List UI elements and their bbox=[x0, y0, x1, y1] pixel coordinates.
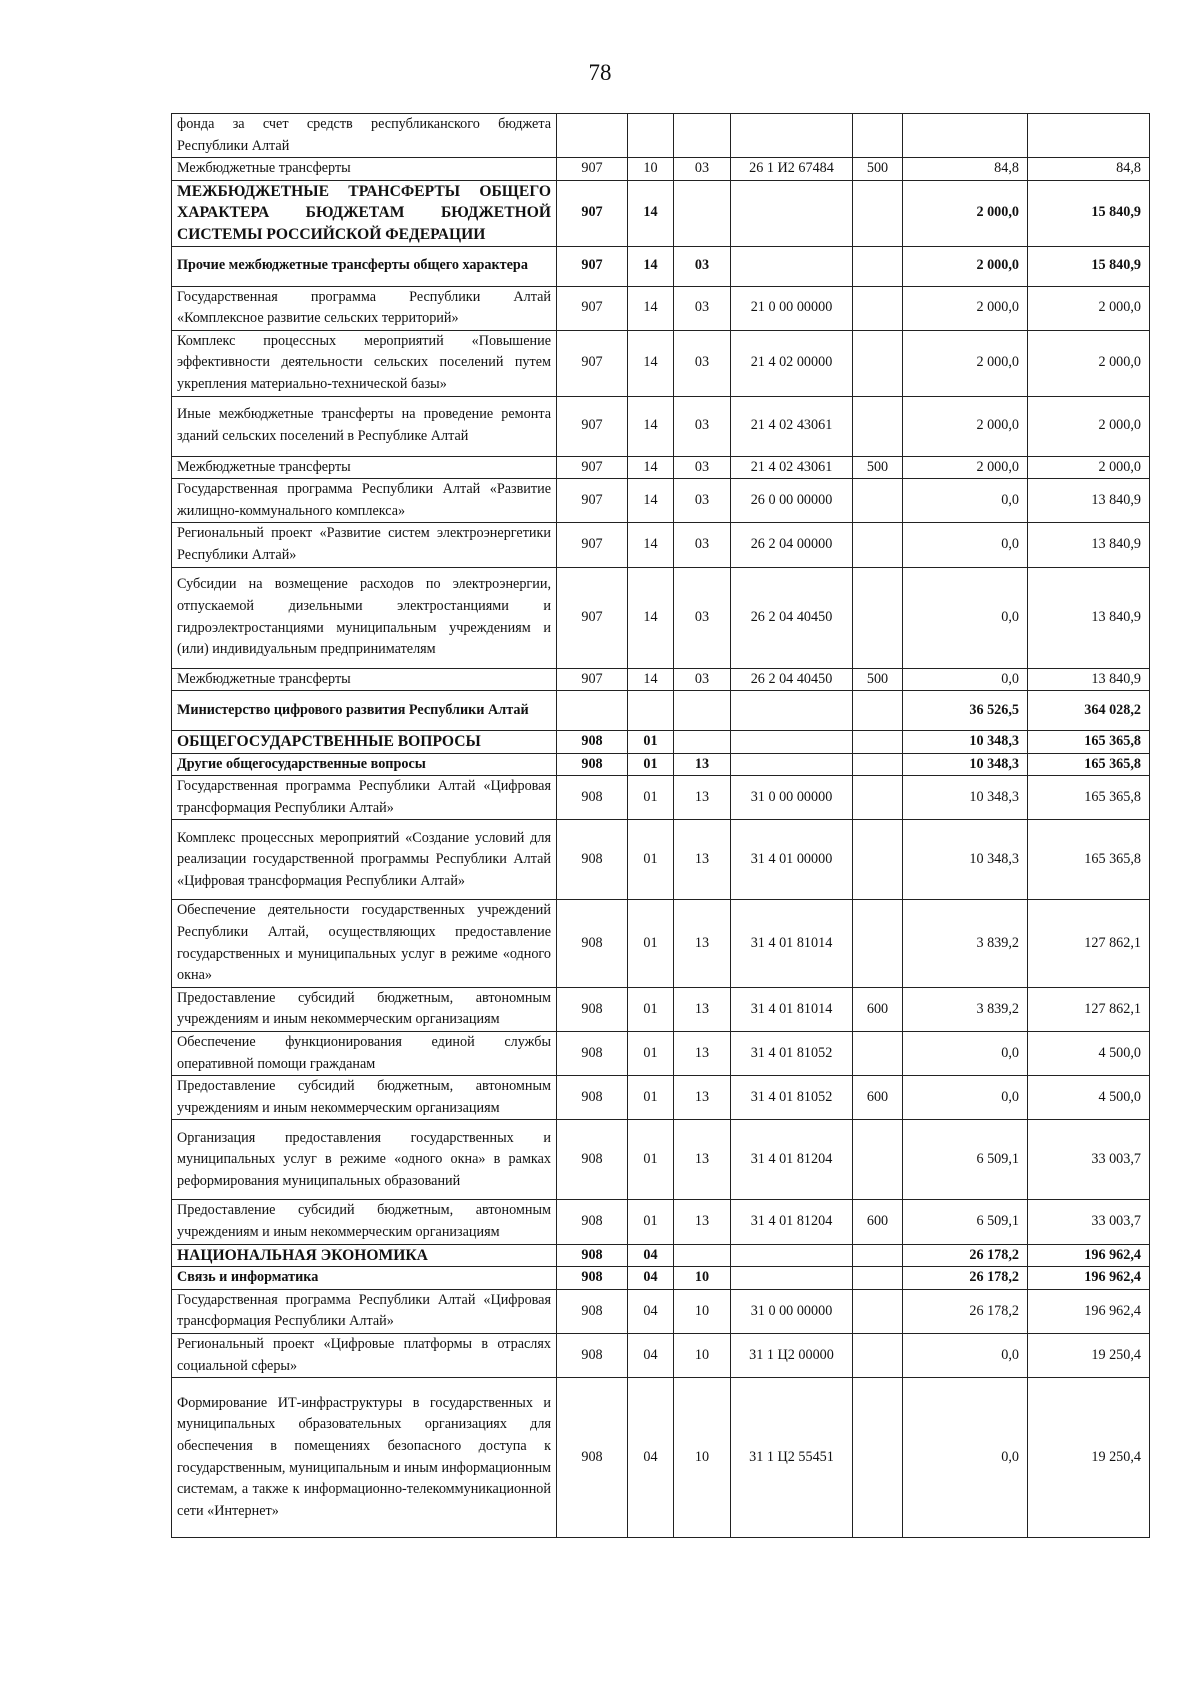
cell-expense-type: 600 bbox=[853, 987, 903, 1031]
cell-amount-1: 2 000,0 bbox=[903, 456, 1028, 479]
cell-admin-code: 908 bbox=[557, 1120, 628, 1200]
cell-admin-code: 908 bbox=[557, 731, 628, 754]
cell-name: Предоставление субсидий бюджетным, автономным учреждениям и иным некоммерческим организациям bbox=[172, 1076, 557, 1120]
cell-expense-type bbox=[853, 1267, 903, 1290]
cell-admin-code: 907 bbox=[557, 180, 628, 246]
cell-admin-code: 908 bbox=[557, 1289, 628, 1333]
cell-target-article: 21 4 02 43061 bbox=[731, 396, 853, 456]
table-row bbox=[172, 246, 1150, 286]
cell-admin-code: 908 bbox=[557, 1267, 628, 1290]
table-row bbox=[172, 158, 1150, 181]
cell-expense-type bbox=[853, 1333, 903, 1377]
cell-name: Комплекс процессных мероприятий «Повышение эффективности деятельности сельских поселений путем укрепления материально-технической базы» bbox=[172, 330, 557, 396]
cell-amount-1: 3 839,2 bbox=[903, 900, 1028, 987]
cell-expense-type bbox=[853, 114, 903, 158]
cell-section-code bbox=[628, 691, 674, 731]
cell-target-article: 26 2 04 00000 bbox=[731, 523, 853, 567]
cell-target-article bbox=[731, 731, 853, 754]
cell-section-code: 14 bbox=[628, 330, 674, 396]
cell-name: Межбюджетные трансферты bbox=[172, 668, 557, 691]
cell-amount-2: 84,8 bbox=[1028, 158, 1150, 181]
cell-amount-1: 26 178,2 bbox=[903, 1244, 1028, 1267]
cell-expense-type: 600 bbox=[853, 1200, 903, 1244]
cell-name: Связь и информатика bbox=[172, 1267, 557, 1290]
cell-target-article: 26 2 04 40450 bbox=[731, 668, 853, 691]
cell-amount-1: 0,0 bbox=[903, 1032, 1028, 1076]
cell-subsection-code: 10 bbox=[674, 1267, 731, 1290]
cell-section-code: 04 bbox=[628, 1289, 674, 1333]
cell-admin-code: 907 bbox=[557, 456, 628, 479]
table-row bbox=[172, 180, 1150, 246]
cell-amount-2: 2 000,0 bbox=[1028, 330, 1150, 396]
cell-admin-code: 908 bbox=[557, 900, 628, 987]
cell-admin-code: 907 bbox=[557, 246, 628, 286]
cell-target-article: 31 1 Ц2 55451 bbox=[731, 1378, 853, 1538]
cell-expense-type bbox=[853, 479, 903, 523]
cell-section-code: 10 bbox=[628, 158, 674, 181]
cell-section-code: 14 bbox=[628, 396, 674, 456]
cell-target-article: 31 4 01 81204 bbox=[731, 1120, 853, 1200]
cell-admin-code: 907 bbox=[557, 523, 628, 567]
cell-amount-2: 15 840,9 bbox=[1028, 180, 1150, 246]
cell-subsection-code: 03 bbox=[674, 396, 731, 456]
table-row bbox=[172, 567, 1150, 668]
cell-target-article: 26 0 00 00000 bbox=[731, 479, 853, 523]
cell-expense-type bbox=[853, 691, 903, 731]
table-row bbox=[172, 523, 1150, 567]
cell-name: Государственная программа Республики Алтай «Комплексное развитие сельских территорий» bbox=[172, 286, 557, 330]
cell-section-code: 04 bbox=[628, 1333, 674, 1377]
cell-subsection-code: 13 bbox=[674, 900, 731, 987]
table-row bbox=[172, 776, 1150, 820]
cell-admin-code bbox=[557, 114, 628, 158]
cell-section-code: 14 bbox=[628, 180, 674, 246]
cell-amount-2: 364 028,2 bbox=[1028, 691, 1150, 731]
cell-name: Предоставление субсидий бюджетным, автономным учреждениям и иным некоммерческим организациям bbox=[172, 1200, 557, 1244]
cell-admin-code: 907 bbox=[557, 158, 628, 181]
cell-amount-2 bbox=[1028, 114, 1150, 158]
cell-subsection-code: 03 bbox=[674, 479, 731, 523]
table-row bbox=[172, 1244, 1150, 1267]
cell-target-article: 31 4 01 81014 bbox=[731, 987, 853, 1031]
cell-name: Формирование ИТ-инфраструктуры в государственных и муниципальных образовательных организациях для обеспечения в помещениях безопасного доступа к государственным, муниципальным и иным информационным системам, а также к информационно-телекоммуникационной сети «Интернет» bbox=[172, 1378, 557, 1538]
cell-name: Субсидии на возмещение расходов по электроэнергии, отпускаемой дизельными электростанциями и гидроэлектростанциями муниципальным учреждениям и (или) индивидуальным предпринимателям bbox=[172, 567, 557, 668]
cell-amount-2: 2 000,0 bbox=[1028, 286, 1150, 330]
cell-expense-type bbox=[853, 1244, 903, 1267]
cell-amount-2: 13 840,9 bbox=[1028, 567, 1150, 668]
cell-subsection-code: 10 bbox=[674, 1333, 731, 1377]
cell-amount-2: 196 962,4 bbox=[1028, 1244, 1150, 1267]
cell-subsection-code bbox=[674, 180, 731, 246]
cell-expense-type bbox=[853, 330, 903, 396]
cell-admin-code: 908 bbox=[557, 1378, 628, 1538]
cell-admin-code: 908 bbox=[557, 1076, 628, 1120]
cell-amount-2: 165 365,8 bbox=[1028, 776, 1150, 820]
cell-admin-code: 907 bbox=[557, 567, 628, 668]
cell-amount-2: 19 250,4 bbox=[1028, 1378, 1150, 1538]
cell-target-article: 31 4 01 00000 bbox=[731, 820, 853, 900]
table-row bbox=[172, 479, 1150, 523]
cell-section-code: 01 bbox=[628, 1120, 674, 1200]
cell-expense-type bbox=[853, 820, 903, 900]
cell-target-article: 21 4 02 43061 bbox=[731, 456, 853, 479]
cell-name: Иные межбюджетные трансферты на проведение ремонта зданий сельских поселений в Республике Алтай bbox=[172, 396, 557, 456]
cell-subsection-code: 10 bbox=[674, 1289, 731, 1333]
cell-name: Региональный проект «Цифровые платформы в отраслях социальной сферы» bbox=[172, 1333, 557, 1377]
cell-target-article: 21 4 02 00000 bbox=[731, 330, 853, 396]
cell-name: МЕЖБЮДЖЕТНЫЕ ТРАНСФЕРТЫ ОБЩЕГО ХАРАКТЕРА БЮДЖЕТАМ БЮДЖЕТНОЙ СИСТЕМЫ РОССИЙСКОЙ ФЕДЕРАЦИИ bbox=[172, 180, 557, 246]
cell-target-article: 31 0 00 00000 bbox=[731, 1289, 853, 1333]
table-row bbox=[172, 668, 1150, 691]
cell-subsection-code: 13 bbox=[674, 1032, 731, 1076]
cell-amount-1: 2 000,0 bbox=[903, 180, 1028, 246]
cell-name: Прочие межбюджетные трансферты общего характера bbox=[172, 246, 557, 286]
cell-section-code: 01 bbox=[628, 987, 674, 1031]
cell-name: Министерство цифрового развития Республики Алтай bbox=[172, 691, 557, 731]
cell-expense-type: 500 bbox=[853, 668, 903, 691]
cell-amount-1: 84,8 bbox=[903, 158, 1028, 181]
cell-amount-2: 33 003,7 bbox=[1028, 1200, 1150, 1244]
table-row bbox=[172, 1378, 1150, 1538]
cell-section-code: 01 bbox=[628, 1076, 674, 1120]
cell-name: Государственная программа Республики Алтай «Развитие жилищно-коммунального комплекса» bbox=[172, 479, 557, 523]
cell-section-code: 04 bbox=[628, 1267, 674, 1290]
cell-admin-code: 908 bbox=[557, 1200, 628, 1244]
budget-table-body bbox=[172, 114, 1150, 1538]
cell-section-code bbox=[628, 114, 674, 158]
cell-target-article bbox=[731, 1244, 853, 1267]
cell-section-code: 01 bbox=[628, 900, 674, 987]
cell-amount-1: 10 348,3 bbox=[903, 776, 1028, 820]
cell-section-code: 01 bbox=[628, 731, 674, 754]
cell-section-code: 01 bbox=[628, 1032, 674, 1076]
cell-target-article bbox=[731, 246, 853, 286]
cell-target-article bbox=[731, 691, 853, 731]
cell-amount-1: 0,0 bbox=[903, 567, 1028, 668]
table-row bbox=[172, 1267, 1150, 1290]
cell-section-code: 14 bbox=[628, 567, 674, 668]
cell-amount-1: 0,0 bbox=[903, 1076, 1028, 1120]
table-row bbox=[172, 1333, 1150, 1377]
cell-admin-code bbox=[557, 691, 628, 731]
cell-amount-1: 0,0 bbox=[903, 523, 1028, 567]
cell-target-article: 31 4 01 81204 bbox=[731, 1200, 853, 1244]
cell-admin-code: 908 bbox=[557, 776, 628, 820]
cell-expense-type: 600 bbox=[853, 1076, 903, 1120]
table-row bbox=[172, 330, 1150, 396]
cell-name: Организация предоставления государственных и муниципальных услуг в режиме «одного окна» в рамках реформирования муниципальных образований bbox=[172, 1120, 557, 1200]
cell-subsection-code: 03 bbox=[674, 567, 731, 668]
budget-table bbox=[171, 113, 1150, 1538]
cell-subsection-code: 13 bbox=[674, 1120, 731, 1200]
cell-subsection-code: 03 bbox=[674, 456, 731, 479]
cell-amount-1: 0,0 bbox=[903, 479, 1028, 523]
cell-subsection-code: 03 bbox=[674, 286, 731, 330]
cell-amount-2: 196 962,4 bbox=[1028, 1267, 1150, 1290]
cell-name: Другие общегосударственные вопросы bbox=[172, 753, 557, 776]
cell-amount-1: 10 348,3 bbox=[903, 820, 1028, 900]
cell-subsection-code: 03 bbox=[674, 158, 731, 181]
cell-name: Межбюджетные трансферты bbox=[172, 158, 557, 181]
table-row bbox=[172, 820, 1150, 900]
cell-amount-2: 165 365,8 bbox=[1028, 753, 1150, 776]
cell-target-article bbox=[731, 114, 853, 158]
table-row bbox=[172, 1076, 1150, 1120]
cell-name: фонда за счет средств республиканского бюджета Республики Алтай bbox=[172, 114, 557, 158]
cell-target-article: 31 0 00 00000 bbox=[731, 776, 853, 820]
cell-amount-2: 4 500,0 bbox=[1028, 1076, 1150, 1120]
table-row bbox=[172, 753, 1150, 776]
cell-amount-1 bbox=[903, 114, 1028, 158]
cell-amount-1: 2 000,0 bbox=[903, 246, 1028, 286]
cell-amount-1: 0,0 bbox=[903, 1378, 1028, 1538]
cell-target-article: 31 4 01 81052 bbox=[731, 1076, 853, 1120]
cell-subsection-code bbox=[674, 1244, 731, 1267]
table-row bbox=[172, 286, 1150, 330]
cell-subsection-code: 10 bbox=[674, 1378, 731, 1538]
page-number: 78 bbox=[588, 60, 612, 85]
cell-expense-type bbox=[853, 1032, 903, 1076]
cell-amount-2: 33 003,7 bbox=[1028, 1120, 1150, 1200]
cell-expense-type bbox=[853, 1120, 903, 1200]
table-row bbox=[172, 396, 1150, 456]
table-row bbox=[172, 1289, 1150, 1333]
cell-amount-2: 165 365,8 bbox=[1028, 820, 1150, 900]
cell-name: Региональный проект «Развитие систем электроэнергетики Республики Алтай» bbox=[172, 523, 557, 567]
cell-admin-code: 908 bbox=[557, 1032, 628, 1076]
cell-admin-code: 908 bbox=[557, 820, 628, 900]
cell-amount-2: 13 840,9 bbox=[1028, 668, 1150, 691]
cell-amount-1: 10 348,3 bbox=[903, 731, 1028, 754]
cell-amount-2: 2 000,0 bbox=[1028, 396, 1150, 456]
cell-amount-1: 36 526,5 bbox=[903, 691, 1028, 731]
cell-subsection-code: 03 bbox=[674, 330, 731, 396]
cell-amount-2: 4 500,0 bbox=[1028, 1032, 1150, 1076]
cell-section-code: 01 bbox=[628, 820, 674, 900]
cell-amount-1: 3 839,2 bbox=[903, 987, 1028, 1031]
cell-name: Государственная программа Республики Алтай «Цифровая трансформация Республики Алтай» bbox=[172, 1289, 557, 1333]
cell-amount-2: 19 250,4 bbox=[1028, 1333, 1150, 1377]
cell-subsection-code: 03 bbox=[674, 246, 731, 286]
cell-target-article bbox=[731, 180, 853, 246]
cell-expense-type bbox=[853, 731, 903, 754]
cell-amount-1: 0,0 bbox=[903, 668, 1028, 691]
cell-subsection-code: 13 bbox=[674, 1200, 731, 1244]
cell-admin-code: 907 bbox=[557, 479, 628, 523]
cell-target-article bbox=[731, 1267, 853, 1290]
cell-amount-2: 127 862,1 bbox=[1028, 987, 1150, 1031]
cell-name: Комплекс процессных мероприятий «Создание условий для реализации государственной программы Республики Алтай «Цифровая трансформация Республики Алтай» bbox=[172, 820, 557, 900]
table-row bbox=[172, 731, 1150, 754]
cell-amount-1: 10 348,3 bbox=[903, 753, 1028, 776]
cell-amount-1: 0,0 bbox=[903, 1333, 1028, 1377]
cell-subsection-code bbox=[674, 731, 731, 754]
cell-amount-2: 13 840,9 bbox=[1028, 523, 1150, 567]
cell-expense-type bbox=[853, 567, 903, 668]
cell-section-code: 14 bbox=[628, 456, 674, 479]
table-row bbox=[172, 1200, 1150, 1244]
table-row bbox=[172, 691, 1150, 731]
cell-target-article: 31 4 01 81052 bbox=[731, 1032, 853, 1076]
cell-admin-code: 907 bbox=[557, 668, 628, 691]
cell-name: Государственная программа Республики Алтай «Цифровая трансформация Республики Алтай» bbox=[172, 776, 557, 820]
cell-amount-1: 2 000,0 bbox=[903, 396, 1028, 456]
cell-amount-1: 6 509,1 bbox=[903, 1200, 1028, 1244]
cell-amount-2: 127 862,1 bbox=[1028, 900, 1150, 987]
cell-amount-2: 2 000,0 bbox=[1028, 456, 1150, 479]
cell-name: НАЦИОНАЛЬНАЯ ЭКОНОМИКА bbox=[172, 1244, 557, 1267]
cell-subsection-code: 13 bbox=[674, 776, 731, 820]
cell-expense-type: 500 bbox=[853, 456, 903, 479]
cell-amount-1: 2 000,0 bbox=[903, 286, 1028, 330]
cell-section-code: 01 bbox=[628, 1200, 674, 1244]
cell-expense-type bbox=[853, 1289, 903, 1333]
cell-admin-code: 908 bbox=[557, 753, 628, 776]
cell-target-article: 26 2 04 40450 bbox=[731, 567, 853, 668]
cell-expense-type bbox=[853, 396, 903, 456]
cell-expense-type bbox=[853, 1378, 903, 1538]
table-row bbox=[172, 987, 1150, 1031]
cell-section-code: 14 bbox=[628, 668, 674, 691]
table-row bbox=[172, 456, 1150, 479]
cell-section-code: 14 bbox=[628, 479, 674, 523]
cell-amount-1: 26 178,2 bbox=[903, 1267, 1028, 1290]
table-row bbox=[172, 114, 1150, 158]
cell-subsection-code: 03 bbox=[674, 668, 731, 691]
cell-amount-2: 15 840,9 bbox=[1028, 246, 1150, 286]
cell-expense-type bbox=[853, 900, 903, 987]
cell-section-code: 01 bbox=[628, 753, 674, 776]
cell-expense-type bbox=[853, 753, 903, 776]
cell-target-article: 31 4 01 81014 bbox=[731, 900, 853, 987]
cell-admin-code: 908 bbox=[557, 1333, 628, 1377]
cell-expense-type: 500 bbox=[853, 158, 903, 181]
cell-expense-type bbox=[853, 776, 903, 820]
cell-target-article: 26 1 И2 67484 bbox=[731, 158, 853, 181]
cell-name: Обеспечение деятельности государственных учреждений Республики Алтай, осуществляющих предоставление государственных и муниципальных услуг в режиме «одного окна» bbox=[172, 900, 557, 987]
cell-name: Межбюджетные трансферты bbox=[172, 456, 557, 479]
cell-amount-1: 6 509,1 bbox=[903, 1120, 1028, 1200]
cell-expense-type bbox=[853, 246, 903, 286]
cell-section-code: 04 bbox=[628, 1244, 674, 1267]
cell-target-article: 21 0 00 00000 bbox=[731, 286, 853, 330]
cell-admin-code: 907 bbox=[557, 330, 628, 396]
cell-expense-type bbox=[853, 286, 903, 330]
table-row bbox=[172, 1032, 1150, 1076]
cell-subsection-code bbox=[674, 114, 731, 158]
cell-amount-2: 13 840,9 bbox=[1028, 479, 1150, 523]
cell-section-code: 14 bbox=[628, 246, 674, 286]
cell-name: Обеспечение функционирования единой службы оперативной помощи гражданам bbox=[172, 1032, 557, 1076]
cell-name: Предоставление субсидий бюджетным, автономным учреждениям и иным некоммерческим организациям bbox=[172, 987, 557, 1031]
cell-amount-1: 2 000,0 bbox=[903, 330, 1028, 396]
cell-target-article: 31 1 Ц2 00000 bbox=[731, 1333, 853, 1377]
cell-subsection-code: 03 bbox=[674, 523, 731, 567]
cell-subsection-code: 13 bbox=[674, 1076, 731, 1120]
cell-admin-code: 907 bbox=[557, 396, 628, 456]
cell-section-code: 14 bbox=[628, 523, 674, 567]
table-row bbox=[172, 900, 1150, 987]
cell-amount-2: 196 962,4 bbox=[1028, 1289, 1150, 1333]
cell-section-code: 14 bbox=[628, 286, 674, 330]
cell-subsection-code: 13 bbox=[674, 753, 731, 776]
cell-subsection-code bbox=[674, 691, 731, 731]
cell-subsection-code: 13 bbox=[674, 987, 731, 1031]
cell-section-code: 04 bbox=[628, 1378, 674, 1538]
table-row bbox=[172, 1120, 1150, 1200]
cell-name: ОБЩЕГОСУДАРСТВЕННЫЕ ВОПРОСЫ bbox=[172, 731, 557, 754]
cell-target-article bbox=[731, 753, 853, 776]
cell-admin-code: 908 bbox=[557, 987, 628, 1031]
cell-expense-type bbox=[853, 523, 903, 567]
cell-expense-type bbox=[853, 180, 903, 246]
cell-section-code: 01 bbox=[628, 776, 674, 820]
cell-amount-2: 165 365,8 bbox=[1028, 731, 1150, 754]
cell-admin-code: 907 bbox=[557, 286, 628, 330]
cell-subsection-code: 13 bbox=[674, 820, 731, 900]
cell-amount-1: 26 178,2 bbox=[903, 1289, 1028, 1333]
cell-admin-code: 908 bbox=[557, 1244, 628, 1267]
